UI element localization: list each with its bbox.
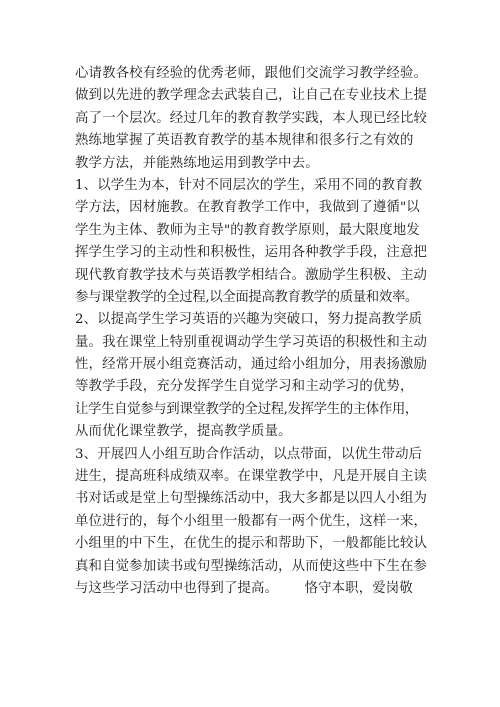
text-line: 与这些学习活动中也得到了提高。 恪守本职，爱岗敬 bbox=[75, 580, 413, 596]
text-line: 从而优化课堂教学，提高教学质量。 bbox=[75, 424, 292, 440]
text-line: 高了一个层次。经过几年的教育教学实践，本人现已经比较 bbox=[75, 110, 428, 126]
text-line: 量。我在课堂上特别重视调动学生学习英语的积极性和主动 bbox=[75, 334, 428, 350]
text-line: 教学方法，并能熟练地运用到教学中去。 bbox=[75, 155, 319, 171]
text-line: 让学生自觉参与到课堂教学的全过程,发挥学生的主体作用， bbox=[75, 401, 418, 417]
text-line: 1、以学生为本，针对不同层次的学生，采用不同的教育教 bbox=[75, 177, 423, 193]
text-line: 性，经常开展小组竞赛活动，通过给小组加分，用表扬激励 bbox=[75, 357, 428, 373]
text-line: 3、开展四人小组互助合作活动，以点带面，以优生带动后 bbox=[75, 446, 423, 462]
text-line: 进生，提高班科成绩双率。在课堂教学中，凡是开展自主读 bbox=[75, 469, 428, 485]
text-line: 单位进行的，每个小组里一般都有一两个优生，这样一来， bbox=[75, 513, 428, 529]
text-line: 学生为主体、教师为主导"的教育教学原则，最大限度地发 bbox=[75, 222, 420, 238]
document-body bbox=[75, 63, 435, 600]
text-line: 真和自觉参加读书或句型操练活动，从而使这些中下生在参 bbox=[75, 558, 428, 574]
text-line: 挥学生学习的主动性和积极性，运用各种教学手段，注意把 bbox=[75, 245, 428, 261]
text-line: 现代教育教学技术与英语教学相结合。激励学生积极、主动 bbox=[75, 267, 428, 283]
text-line: 熟练地掌握了英语教育教学的基本规律和很多行之有效的 bbox=[75, 133, 414, 149]
text-line: 学方法，因材施教。在教育教学工作中，我做到了遵循"以 bbox=[75, 200, 420, 216]
text-line: 等教学手段，充分发挥学生自觉学习和主动学习的优势， bbox=[75, 379, 414, 395]
text-line: 2、以提高学生学习英语的兴趣为突破口，努力提高教学质 bbox=[75, 312, 423, 328]
text-line: 做到以先进的教学理念去武装自己，让自己在专业技术上提 bbox=[75, 88, 428, 104]
text-line: 参与课堂教学的全过程,以全面提高教育教学的质量和效率。 bbox=[75, 289, 418, 305]
text-line: 书对话或是堂上句型操练活动中，我大多都是以四人小组为 bbox=[75, 491, 428, 507]
text-line: 小组里的中下生，在优生的提示和帮助下，一般都能比较认 bbox=[75, 536, 428, 552]
text-line: 心请教各校有经验的优秀老师，跟他们交流学习教学经验。 bbox=[75, 66, 428, 81]
